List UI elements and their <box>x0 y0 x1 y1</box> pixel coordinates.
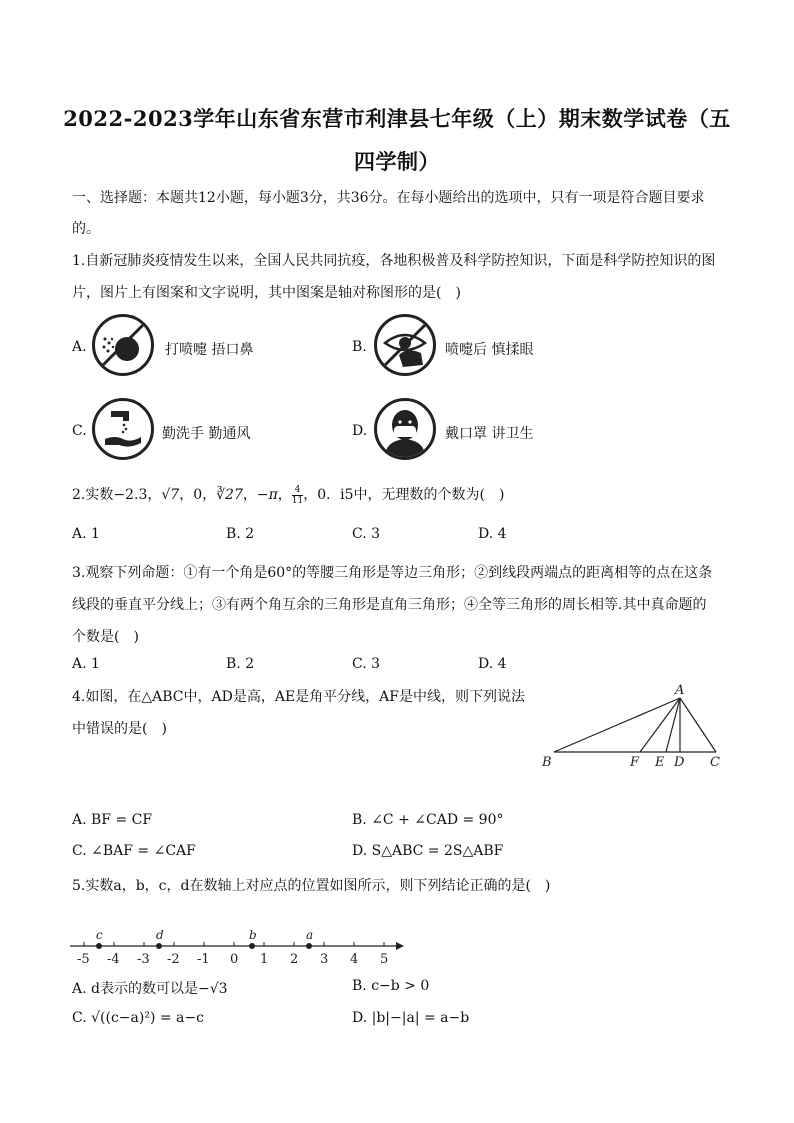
q1-stem-line1: 1.自新冠肺炎疫情发生以来，全国人民共同抗疫，各地积极普及科学防控知识，下面是科学防控知识的图 <box>72 253 716 269</box>
q4-option-c: C. ∠BAF = ∠CAF <box>72 843 196 859</box>
tick-label: 3 <box>320 952 329 966</box>
section-heading-cont: 的。 <box>72 221 100 237</box>
q4-triangle-figure <box>536 680 732 772</box>
q1-option-a-caption: 打喷嚏 捂口鼻 <box>165 342 254 358</box>
tick-label: -5 <box>77 952 90 966</box>
q3-option-a: A. 1 <box>72 656 100 672</box>
point-label-c: c <box>96 928 103 942</box>
q1-option-c-caption: 勤洗手 勤通风 <box>162 426 251 442</box>
q3-stem-line3: 个数是( ) <box>72 629 139 645</box>
q5-option-b: B. c−b > 0 <box>352 978 430 994</box>
point-label-d: d <box>156 928 164 942</box>
q2-option-b: B. 2 <box>226 526 255 542</box>
q2-item-zero: 0 <box>193 487 203 503</box>
tick-label: 2 <box>290 952 299 966</box>
q3-option-b: B. 2 <box>226 656 255 672</box>
tick-label: -4 <box>107 952 120 966</box>
q3-option-c: C. 3 <box>352 656 381 672</box>
no-eye-rub-icon <box>374 314 436 376</box>
label-d: D <box>674 755 685 770</box>
tick-label: 1 <box>260 952 269 966</box>
axis-arrow <box>396 942 404 950</box>
q2-repeating-decimal: 0．i5 <box>317 487 354 503</box>
point-d <box>156 943 162 949</box>
point-c <box>96 943 102 949</box>
q1-option-d-letter: D. <box>352 423 368 439</box>
q2-option-d: D. 4 <box>478 526 507 542</box>
sneeze-cover-icon <box>92 314 154 376</box>
q1-option-b-letter: B. <box>352 339 367 355</box>
label-e: E <box>655 755 665 770</box>
bisector-ae <box>666 698 680 752</box>
q2-item-sqrt7: √7 <box>161 487 180 503</box>
tick-label: -1 <box>197 952 210 966</box>
tick-label: -3 <box>137 952 150 966</box>
point-a <box>306 943 312 949</box>
side-ab <box>554 698 680 752</box>
point-label-b: b <box>249 928 257 942</box>
q2-fraction <box>292 485 303 506</box>
q2-option-a: A. 1 <box>72 526 100 542</box>
q2-prefix: 2.实数−2.3， <box>72 487 162 503</box>
tick-label: 0 <box>230 952 239 966</box>
q5-stem: 5.实数a，b，c，d在数轴上对应点的位置如图所示，则下列结论正确的是( ) <box>72 878 551 894</box>
face-mask-icon <box>374 398 436 460</box>
label-b: B <box>542 755 552 770</box>
section-heading: 一、选择题：本题共12小题，每小题3分，共36分。在每小题给出的选项中，只有一项是符合题目要求 <box>72 190 705 206</box>
label-f: F <box>630 755 640 770</box>
q1-stem-line2: 片，图片上有图案和文字说明，其中图案是轴对称图形的是( ) <box>72 285 461 301</box>
tick-label: 5 <box>380 952 389 966</box>
q4-option-d: D. S△ABC = 2S△ABF <box>352 843 504 859</box>
q2-fraction-numerator: 4 <box>292 485 303 496</box>
exam-title-line1: 2022-2023学年山东省东营市利津县七年级（上）期末数学试卷（五 <box>63 106 731 131</box>
label-c: C <box>710 755 720 770</box>
q2-stem: 2.实数−2.3，√7，0，∛27，−π， $\frac{4}{11}$ ，0．i5中，无理数的个数为( ) <box>72 484 505 506</box>
side-ac <box>680 698 716 752</box>
label-a: A <box>675 683 685 698</box>
q4-stem-line2: 中错误的是( ) <box>72 721 167 737</box>
q5-number-line <box>66 926 406 966</box>
q3-stem-line2: 线段的垂直平分线上；③有两个角互余的三角形是直角三角形；④全等三角形的周长相等.其中真命题的 <box>72 597 707 613</box>
tick-label: -2 <box>167 952 180 966</box>
q2-fraction-denominator: 11 <box>291 495 304 506</box>
q2-option-c: C. 3 <box>352 526 381 542</box>
q1-option-c-letter: C. <box>72 423 87 439</box>
q4-stem-line1: 4.如图，在△ABC中，AD是高，AE是角平分线，AF是中线，则下列说法 <box>72 689 525 705</box>
q4-option-a: A. BF = CF <box>72 812 153 828</box>
q2-item-cbrt27: ∛27 <box>216 487 243 503</box>
point-label-a: a <box>306 928 314 942</box>
hand-wash-icon <box>92 398 154 460</box>
q5-option-a: A. d表示的数可以是−√3 <box>72 981 228 997</box>
q5-option-c: C. √((c−a)²) = a−c <box>72 1010 204 1026</box>
q5-option-d: D. |b|−|a| = a−b <box>352 1010 470 1026</box>
q1-option-a-letter: A. <box>72 339 87 355</box>
q2-item-neg-pi: −π <box>256 487 278 503</box>
q2-suffix: 中，无理数的个数为( ) <box>353 487 505 503</box>
point-b <box>249 943 255 949</box>
q1-option-d-caption: 戴口罩 讲卫生 <box>445 426 534 442</box>
tick-label: 4 <box>350 952 359 966</box>
exam-title-line2: 四学制） <box>354 149 440 174</box>
q3-option-d: D. 4 <box>478 656 507 672</box>
q1-option-b-caption: 喷嚏后 慎揉眼 <box>445 342 534 358</box>
q4-option-b: B. ∠C + ∠CAD = 90° <box>352 812 504 828</box>
q3-stem-line1: 3.观察下列命题：①有一个角是60°的等腰三角形是等边三角形；②到线段两端点的距离相等的点在这条 <box>72 565 713 581</box>
